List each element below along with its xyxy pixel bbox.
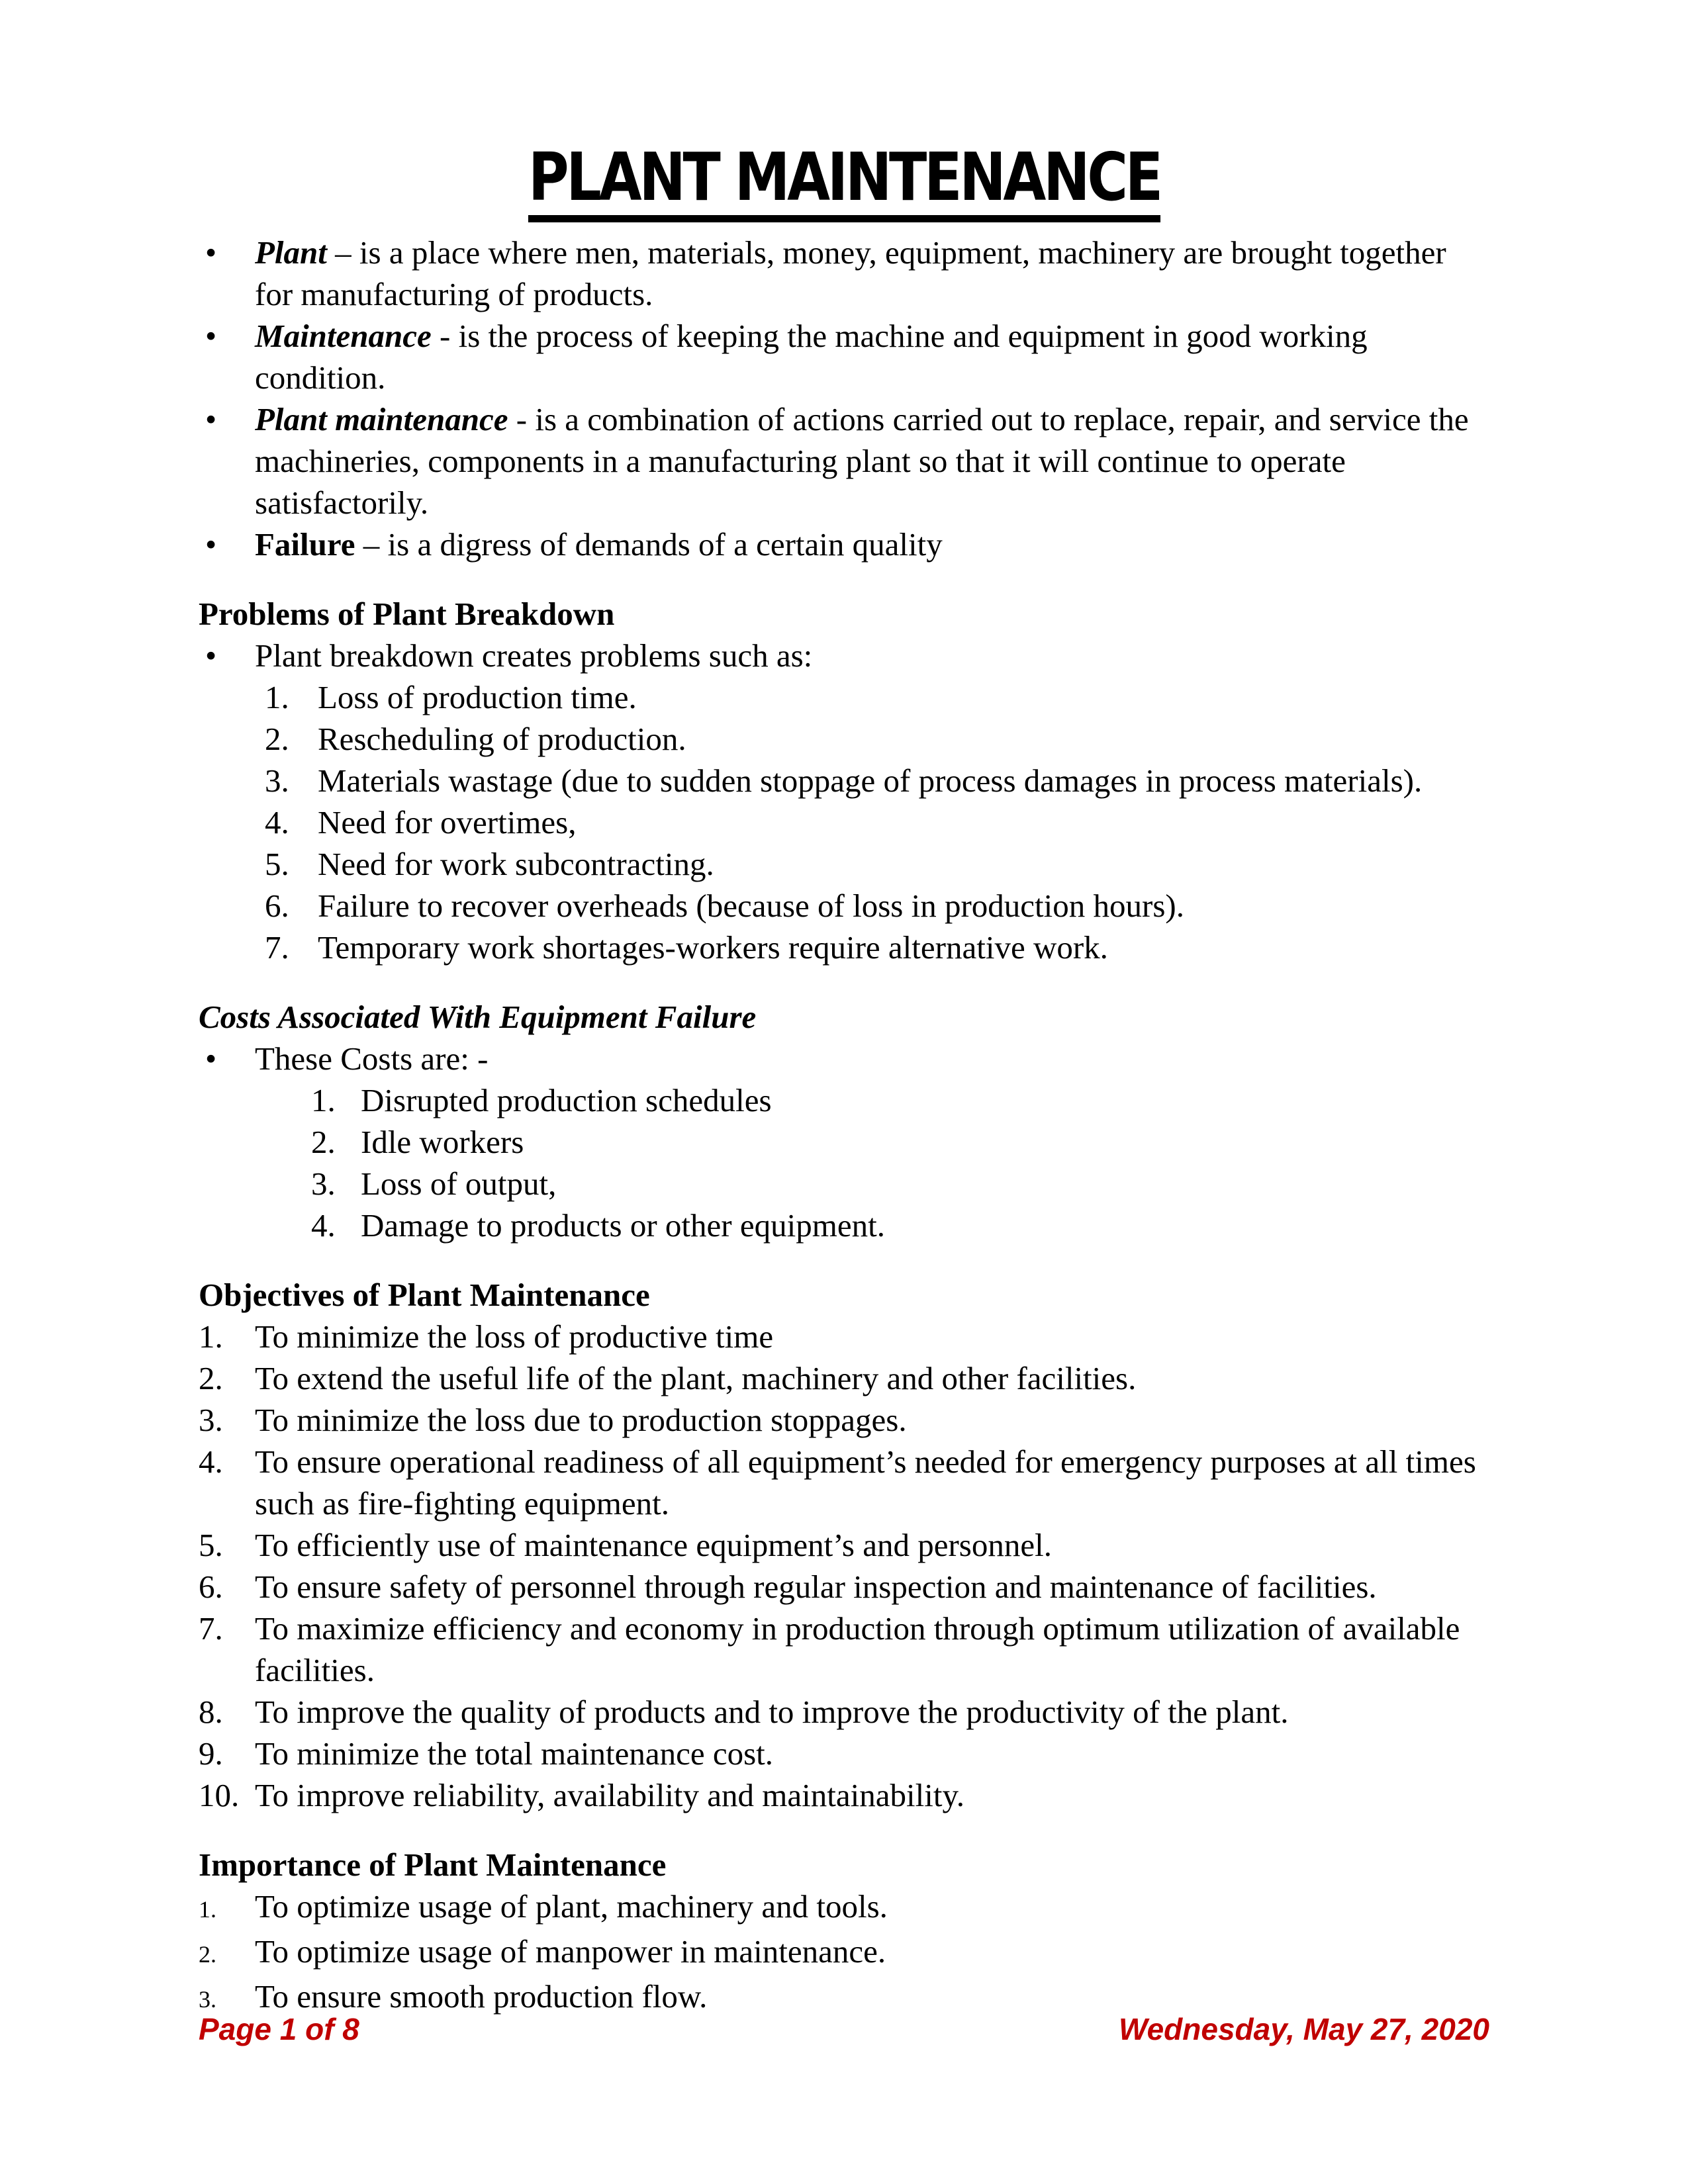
definition-bullet-list — [199, 232, 1489, 565]
list-item — [199, 885, 1489, 927]
number-marker: 3. — [265, 762, 289, 799]
list-item — [199, 523, 1489, 565]
number-marker: 4. — [265, 804, 289, 841]
objectives-numbered-list — [199, 1316, 1489, 1816]
number-marker: 1. — [311, 1082, 336, 1118]
number-marker: 2. — [199, 1360, 223, 1396]
number-marker: 5. — [265, 846, 289, 882]
list-item — [199, 1608, 1489, 1691]
list-item-text: Loss of production time. — [318, 679, 637, 715]
list-item-text: To ensure operational readiness of all equipment’s needed for emergency purposes at all times such as fire-fighting equipment. — [255, 1443, 1476, 1522]
heading-costs-associated-with-equipment-failure: Costs Associated With Equipment Failure — [199, 999, 757, 1035]
list-item — [199, 1733, 1489, 1774]
definition-term: Failure — [255, 526, 355, 563]
list-item — [199, 1441, 1489, 1524]
list-item-text: Materials wastage (due to sudden stoppage of process damages in process materials). — [318, 762, 1423, 799]
number-marker: 1. — [199, 1318, 223, 1355]
list-item — [199, 1038, 1489, 1079]
list-item-text: Damage to products or other equipment. — [361, 1207, 885, 1244]
list-item-text: Need for work subcontracting. — [318, 846, 714, 882]
page-title-text: PLANT MAINTENANCE — [528, 144, 1160, 222]
list-item-text: Plant maintenance - is a combination of actions carried out to replace, repair, and service the machineries, components in a manufacturing plant so that it will continue to operate satisfactorily. — [255, 401, 1469, 521]
list-item-text: Disrupted production schedules — [361, 1082, 772, 1118]
list-item-text: To minimize the loss due to production stoppages. — [255, 1402, 907, 1438]
bullet-marker: • — [205, 637, 217, 674]
list-item — [199, 927, 1489, 968]
footer-date: Wednesday, May 27, 2020 — [1119, 2012, 1489, 2046]
number-marker: 7. — [265, 929, 289, 966]
list-item-text: To ensure safety of personnel through regular inspection and maintenance of facilities. — [255, 1569, 1377, 1605]
number-marker: 2. — [199, 1941, 216, 1968]
list-item-text: Maintenance - is the process of keeping the machine and equipment in good working condition. — [255, 318, 1368, 396]
page-title — [199, 138, 1489, 222]
list-item — [199, 398, 1489, 523]
definition-term: Maintenance — [255, 318, 432, 354]
list-item — [199, 1079, 1489, 1121]
number-marker: 2. — [311, 1124, 336, 1160]
page-footer — [199, 2012, 1489, 2046]
list-item-text: To maximize efficiency and economy in production through optimum utilization of available facilities. — [255, 1610, 1460, 1688]
list-item — [199, 1163, 1489, 1205]
number-marker: 6. — [265, 887, 289, 924]
bullet-marker: • — [205, 526, 217, 563]
list-item-text: To improve reliability, availability and maintainability. — [255, 1777, 965, 1813]
definition-term: Plant maintenance — [255, 401, 508, 437]
number-marker: 2. — [265, 721, 289, 757]
importance-numbered-list — [199, 1886, 1489, 2021]
list-item — [199, 1205, 1489, 1246]
list-item-text: Rescheduling of production. — [318, 721, 686, 757]
list-item — [199, 232, 1489, 315]
list-item-text: To optimize usage of manpower in maintenance. — [255, 1933, 886, 1970]
heading-problems-of-plant-breakdown: Problems of Plant Breakdown — [199, 596, 615, 632]
list-item-text: To extend the useful life of the plant, machinery and other facilities. — [255, 1360, 1137, 1396]
bullet-marker: • — [205, 234, 217, 271]
footer-page-number: Page 1 of 8 — [199, 2012, 359, 2046]
number-marker: 1. — [199, 1896, 216, 1923]
number-marker: 4. — [199, 1443, 223, 1480]
list-item — [199, 1357, 1489, 1399]
list-item — [199, 843, 1489, 885]
list-item-text: Idle workers — [361, 1124, 524, 1160]
number-marker: 10. — [199, 1777, 240, 1813]
list-item-text: Loss of output, — [361, 1165, 557, 1202]
number-marker: 6. — [199, 1569, 223, 1605]
list-item-text: To improve the quality of products and to improve the productivity of the plant. — [255, 1694, 1289, 1730]
list-item — [199, 1399, 1489, 1441]
list-item-text: Need for overtimes, — [318, 804, 577, 841]
list-item-text: To minimize the total maintenance cost. — [255, 1735, 774, 1772]
costs-intro-bullet — [199, 1038, 1489, 1079]
list-item-text: Temporary work shortages-workers require alternative work. — [318, 929, 1108, 966]
problems-intro-bullet — [199, 635, 1489, 676]
problems-numbered-list — [199, 676, 1489, 968]
list-item-text: To ensure smooth production flow. — [255, 1978, 708, 2015]
list-item-text: These Costs are: - — [255, 1040, 489, 1077]
list-item — [199, 1691, 1489, 1733]
list-item — [199, 1121, 1489, 1163]
number-marker: 9. — [199, 1735, 223, 1772]
bullet-marker: • — [205, 401, 217, 437]
list-item — [199, 676, 1489, 718]
list-item — [199, 1524, 1489, 1566]
list-item — [199, 760, 1489, 801]
list-item-text: To minimize the loss of productive time — [255, 1318, 774, 1355]
list-item-text: Plant – is a place where men, materials, money, equipment, machinery are brought together for manufacturing of products. — [255, 234, 1446, 312]
heading-objectives-of-plant-maintenance: Objectives of Plant Maintenance — [199, 1277, 650, 1313]
number-marker: 3. — [199, 1986, 216, 2013]
number-marker: 1. — [265, 679, 289, 715]
number-marker: 3. — [311, 1165, 336, 1202]
number-marker: 5. — [199, 1527, 223, 1563]
list-item — [199, 801, 1489, 843]
number-marker: 3. — [199, 1402, 223, 1438]
list-item — [199, 1886, 1489, 1931]
bullet-marker: • — [205, 1040, 217, 1077]
list-item — [199, 1931, 1489, 1976]
list-item — [199, 1316, 1489, 1357]
list-item — [199, 1566, 1489, 1608]
list-item-text: Plant breakdown creates problems such as: — [255, 637, 813, 674]
list-item-text: Failure to recover overheads (because of loss in production hours). — [318, 887, 1184, 924]
list-item-text: To efficiently use of maintenance equipment’s and personnel. — [255, 1527, 1052, 1563]
bullet-marker: • — [205, 318, 217, 354]
number-marker: 4. — [311, 1207, 336, 1244]
list-item — [199, 315, 1489, 398]
number-marker: 8. — [199, 1694, 223, 1730]
number-marker: 7. — [199, 1610, 223, 1647]
list-item — [199, 1774, 1489, 1816]
heading-importance-of-plant-maintenance: Importance of Plant Maintenance — [199, 1846, 667, 1883]
costs-numbered-list — [199, 1079, 1489, 1246]
list-item — [199, 635, 1489, 676]
definition-term: Plant — [255, 234, 327, 271]
list-item — [199, 718, 1489, 760]
list-item-text: Failure – is a digress of demands of a certain quality — [255, 526, 943, 563]
list-item-text: To optimize usage of plant, machinery and tools. — [255, 1888, 888, 1925]
